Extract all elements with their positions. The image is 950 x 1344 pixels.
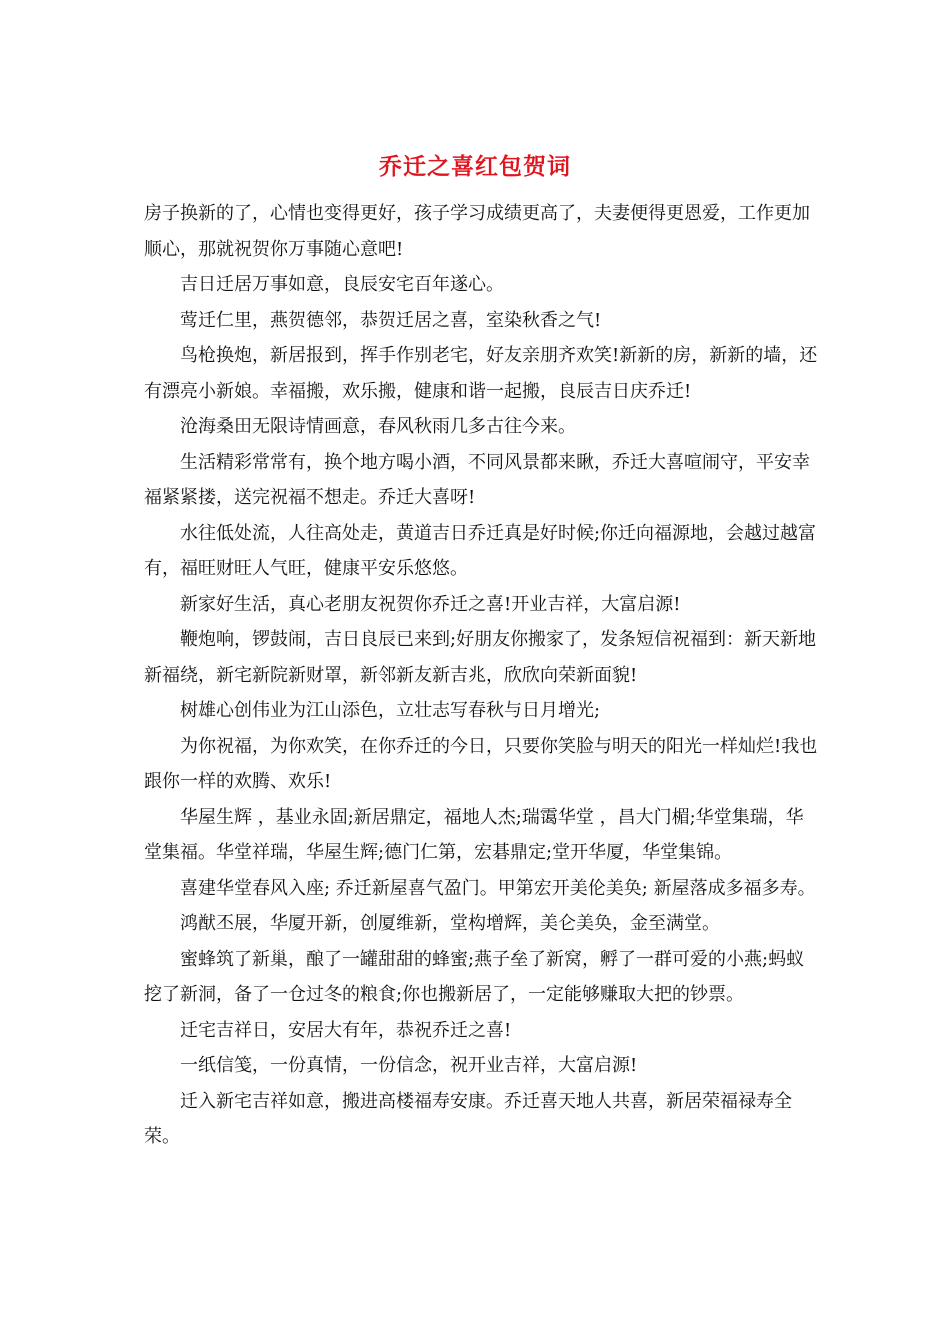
document-title: 乔迁之喜红包贺词 bbox=[379, 153, 571, 180]
paragraph: 吉日迁居万事如意，良辰安宅百年遂心。 bbox=[180, 274, 504, 295]
paragraph: 鸟枪换炮，新居报到，挥手作别老宅，好友亲朋齐欢笑!新新的房，新新的墙，还有漂亮小新娘。幸福搬，欢乐搬，健康和谐一起搬，良辰吉日庆乔迁! bbox=[144, 345, 818, 402]
paragraph: 鸿猷丕展，华厦开新，创厦维新，堂构增辉，美仑美奂，金至满堂。 bbox=[180, 913, 720, 934]
document-body bbox=[144, 196, 820, 1155]
paragraph: 新家好生活，真心老朋友祝贺你乔迁之喜!开业吉祥，大富启源! bbox=[180, 593, 681, 615]
paragraph: 树雄心创伟业为江山添色，立壮志写春秋与日月增光; bbox=[180, 700, 601, 721]
paragraph: 生活精彩常常有，换个地方喝小酒，不同风景都来瞅，乔迁大喜喧闹守，平安幸福紧紧搂，送完祝福不想走。乔迁大喜呀! bbox=[144, 451, 810, 508]
paragraph: 沧海桑田无限诗情画意，春风秋雨几多古往今来。 bbox=[180, 416, 576, 437]
paragraph: 华屋生辉 ，基业永固;新居鼎定，福地人杰;瑞霭华堂 ，昌大门楣;华堂集瑞，华堂集福。华堂祥瑞，华屋生辉;德门仁第，宏碁鼎定;堂开华厦，华堂集锦。 bbox=[144, 806, 804, 863]
paragraph: 一纸信笺，一份真情，一份信念，祝开业吉祥，大富启源! bbox=[180, 1055, 638, 1076]
paragraph: 喜建华堂春风入座; 乔迁新屋喜气盈门。甲第宏开美伦美奂; 新屋落成多福多寿。 bbox=[180, 877, 816, 899]
paragraph: 蜜蜂筑了新巢，酿了一罐甜甜的蜂蜜;燕子垒了新窝，孵了一群可爱的小燕;蚂蚁挖了新洞，备了一仓过冬的粮食;你也搬新居了，一定能够赚取大把的钞票。 bbox=[144, 948, 805, 1005]
paragraph: 为你祝福，为你欢笑，在你乔迁的今日，只要你笑脸与明天的阳光一样灿烂!我也跟你一样的欢腾、欢乐! bbox=[144, 735, 818, 792]
paragraph: 鞭炮响，锣鼓闹，吉日良辰已来到;好朋友你搬家了，发条短信祝福到：新天新地新福绕，新宅新院新财罩，新邻新友新吉兆，欣欣向荣新面貌! bbox=[144, 629, 817, 686]
paragraph: 莺迁仁里，燕贺德邻，恭贺迁居之喜，室染秋香之气! bbox=[180, 309, 602, 331]
paragraph: 房子换新的了，心情也变得更好，孩子学习成绩更高了，夫妻便得更恩爱，工作更加顺心，那就祝贺你万事随心意吧! bbox=[144, 203, 810, 260]
paragraph: 迁宅吉祥日，安居大有年，恭祝乔迁之喜! bbox=[180, 1019, 512, 1041]
paragraph: 迁入新宅吉祥如意，搬进高楼福寿安康。乔迁喜天地人共喜，新居荣福禄寿全荣。 bbox=[144, 1090, 792, 1147]
paragraph: 水往低处流，人往高处走，黄道吉日乔迁真是好时候;你迁向福源地，会越过越富有，福旺财旺人气旺，健康平安乐悠悠。 bbox=[144, 522, 817, 579]
